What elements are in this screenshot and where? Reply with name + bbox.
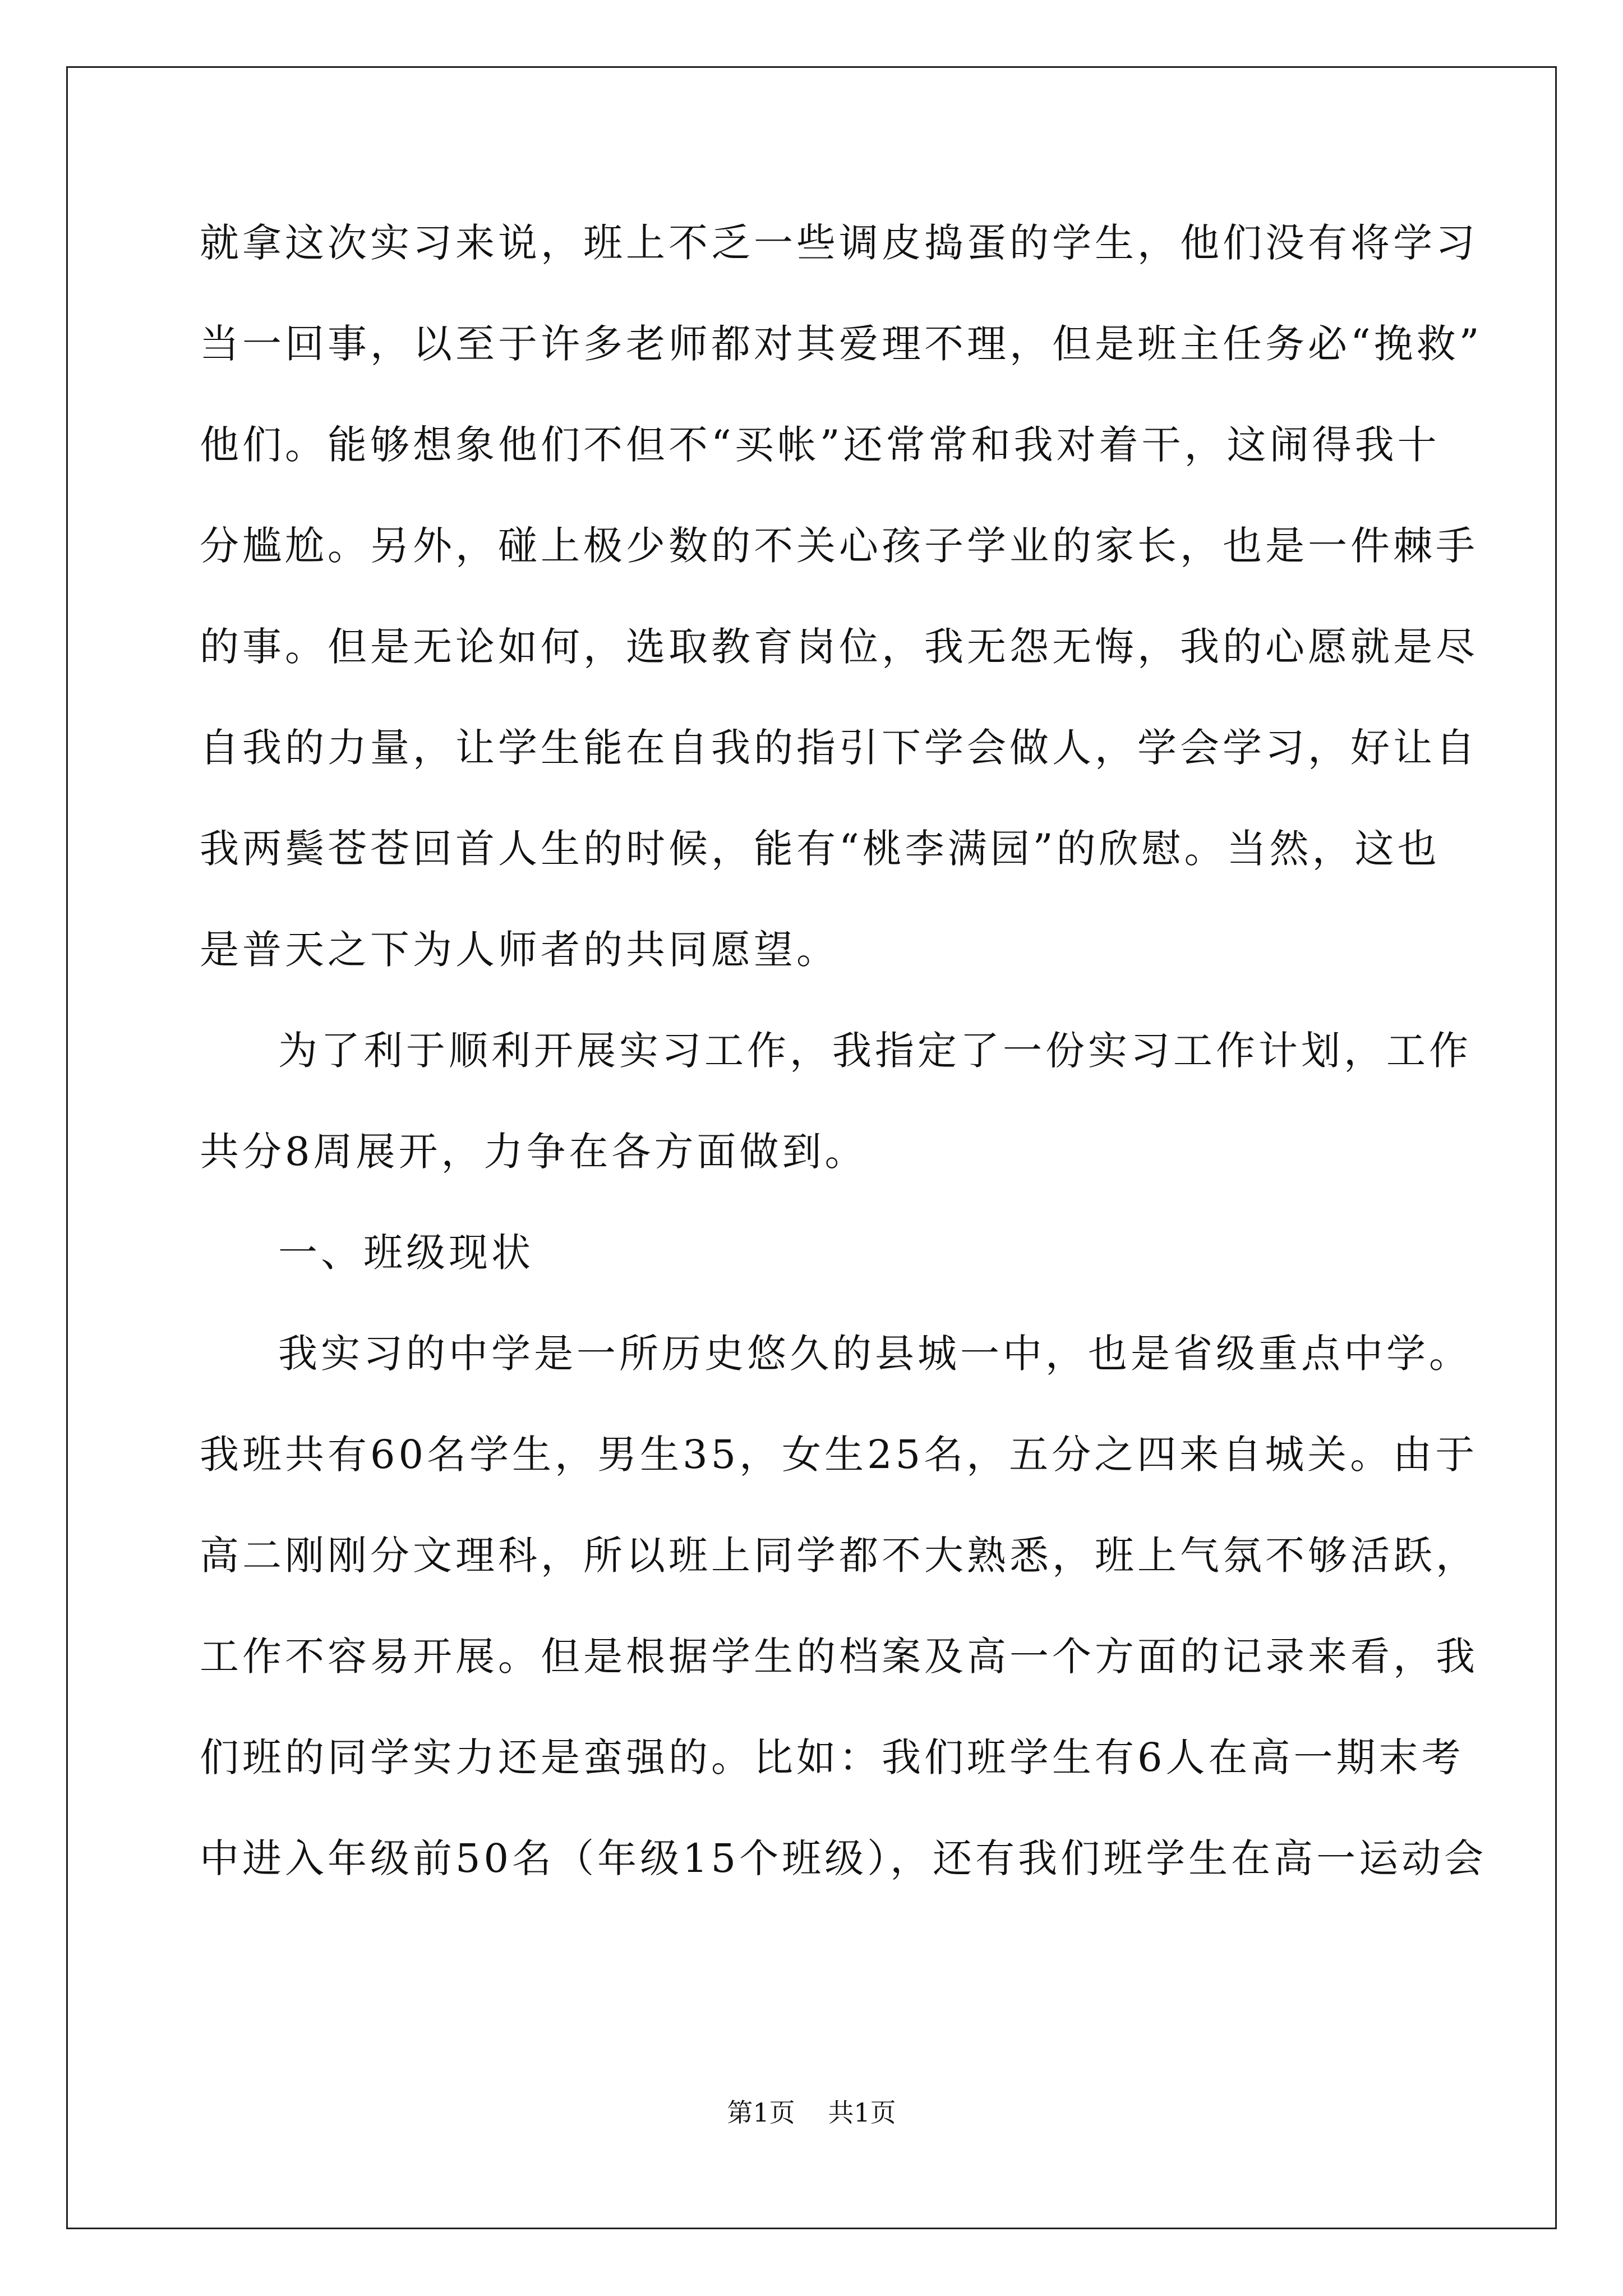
- text-line: 我班共有60名学生，男生35，女生25名，五分之四来自城关。由于: [200, 1432, 1478, 1478]
- page-number: 第1页: [727, 2097, 795, 2128]
- text-line: 工作不容易开展。但是根据学生的档案及高一个方面的记录来看，我: [200, 1634, 1478, 1680]
- text-line: 们班的同学实力还是蛮强的。比如：我们班学生有6人在高一期末考: [200, 1734, 1464, 1780]
- text-line: 我两鬓苍苍回首人生的时候，能有“桃李满园”的欣慰。当然，这也: [200, 826, 1440, 872]
- text-line: 他们。能够想象他们不但不“买帐”还常常和我对着干，这闹得我十: [200, 422, 1440, 468]
- text-line: 自我的力量，让学生能在自我的指引下学会做人，学会学习，好让自: [200, 725, 1478, 771]
- section-heading: 一、班级现状: [278, 1230, 534, 1276]
- paragraph-first-line: 我实习的中学是一所历史悠久的县城一中，也是省级重点中学。: [278, 1331, 1472, 1377]
- text-line: 当一回事，以至于许多老师都对其爱理不理，但是班主任务必“挽救”: [200, 321, 1483, 367]
- text-line: 的事。但是无论如何，选取教育岗位，我无怨无悔，我的心愿就是尽: [200, 624, 1478, 670]
- page-total: 共1页: [828, 2097, 896, 2128]
- paragraph-first-line: 为了利于顺利开展实习工作，我指定了一份实习工作计划，工作: [278, 1028, 1472, 1074]
- text-line: 就拿这次实习来说，班上不乏一些调皮捣蛋的学生，他们没有将学习: [200, 220, 1478, 266]
- text-line: 中进入年级前50名（年级15个班级），还有我们班学生在高一运动会: [200, 1835, 1487, 1881]
- text-line: 是普天之下为人师者的共同愿望。: [200, 927, 839, 973]
- text-line: 共分8周展开，力争在各方面做到。: [200, 1129, 868, 1175]
- text-line: 高二刚刚分文理科，所以班上同学都不大熟悉，班上气氛不够活跃，: [200, 1533, 1478, 1579]
- text-line: 分尴尬。另外，碰上极少数的不关心孩子学业的家长，也是一件棘手: [200, 523, 1478, 569]
- page-footer: [0, 2096, 1623, 2129]
